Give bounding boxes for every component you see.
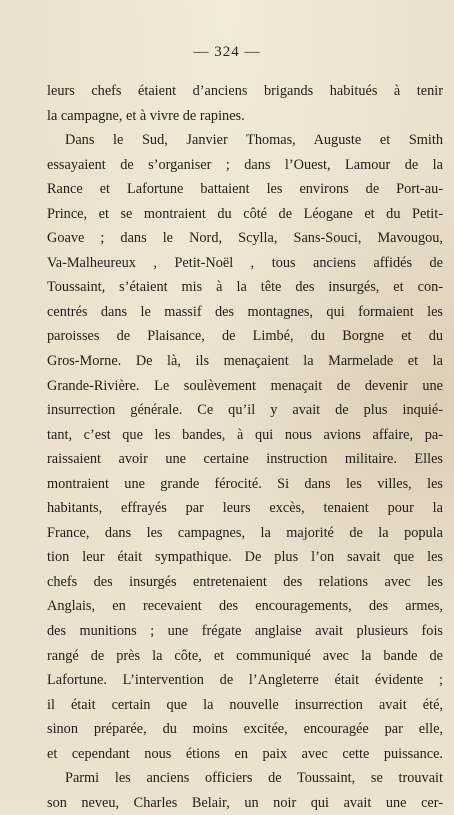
- text-line: insurrection générale. Ce qu’il y avait de plus inquié-: [47, 402, 443, 419]
- text-line: rangé de près la côte, et communiqué avec la bande de: [47, 647, 443, 664]
- text-line: tant, c’est que les bandes, à qui nous avions affaire, pa-: [47, 426, 443, 443]
- text-line: raissaient avoir une certaine instruction militaire. Elles: [47, 451, 443, 468]
- text-line: Dans le Sud, Janvier Thomas, Auguste et Smith: [65, 132, 443, 149]
- text-line: tion leur était sympathique. De plus l’on savait que les: [47, 549, 443, 566]
- body-text: [47, 79, 443, 815]
- text-line: Va-Malheureux , Petit-Noël , tous anciens affidés de: [47, 254, 443, 271]
- text-line: Prince, et se montraient du côté de Léogane et du Petit-: [47, 205, 443, 222]
- text-line: Lafortune. L’intervention de l’Angleterre était évidente ;: [47, 672, 443, 689]
- text-line: Anglais, en recevaient des encouragements, des armes,: [47, 598, 443, 615]
- text-line: essayaient de s’organiser ; dans l’Ouest, Lamour de la: [47, 156, 443, 173]
- text-line: Gros-Morne. De là, ils menaçaient la Marmelade et la: [47, 353, 443, 370]
- text-line: Goave ; dans le Nord, Scylla, Sans-Souci, Mavougou,: [47, 230, 443, 247]
- text-line: habitants, effrayés par leurs excès, tenaient pour la: [47, 500, 443, 517]
- text-line: paroisses de Plaisance, de Limbé, du Borgne et du: [47, 328, 443, 345]
- text-line: son neveu, Charles Belair, un noir qui avait une cer-: [47, 794, 443, 811]
- page-number: — 324 —: [193, 44, 261, 60]
- text-line: centrés dans le massif des montagnes, qui formaient les: [47, 303, 443, 320]
- text-line: Rance et Lafortune battaient les environs de Port-au-: [47, 181, 443, 198]
- text-line: chefs des insurgés entretenaient des relations avec les: [47, 573, 443, 590]
- text-line: Parmi les anciens officiers de Toussaint, se trouvait: [65, 770, 443, 787]
- text-line: sinon préparée, du moins excitée, encouragée par elle,: [47, 721, 443, 738]
- text-line: la campagne, et à vivre de rapines.: [47, 107, 245, 124]
- text-line: il était certain que la nouvelle insurrection avait été,: [47, 696, 443, 713]
- text-line: leurs chefs étaient d’anciens brigands habitués à tenir: [47, 83, 443, 99]
- text-line: France, dans les campagnes, la majorité de la popula: [47, 524, 443, 541]
- text-line: des munitions ; une frégate anglaise avait plusieurs fois: [47, 623, 443, 640]
- text-line: et cependant nous étions en paix avec cette puissance.: [47, 745, 443, 762]
- text-line: montraient une grande férocité. Si dans les villes, les: [47, 475, 443, 492]
- text-line: Grande-Rivière. Le soulèvement menaçait de devenir une: [47, 377, 443, 394]
- text-line: Toussaint, s’étaient mis à la tête des insurgés, et con-: [47, 279, 443, 296]
